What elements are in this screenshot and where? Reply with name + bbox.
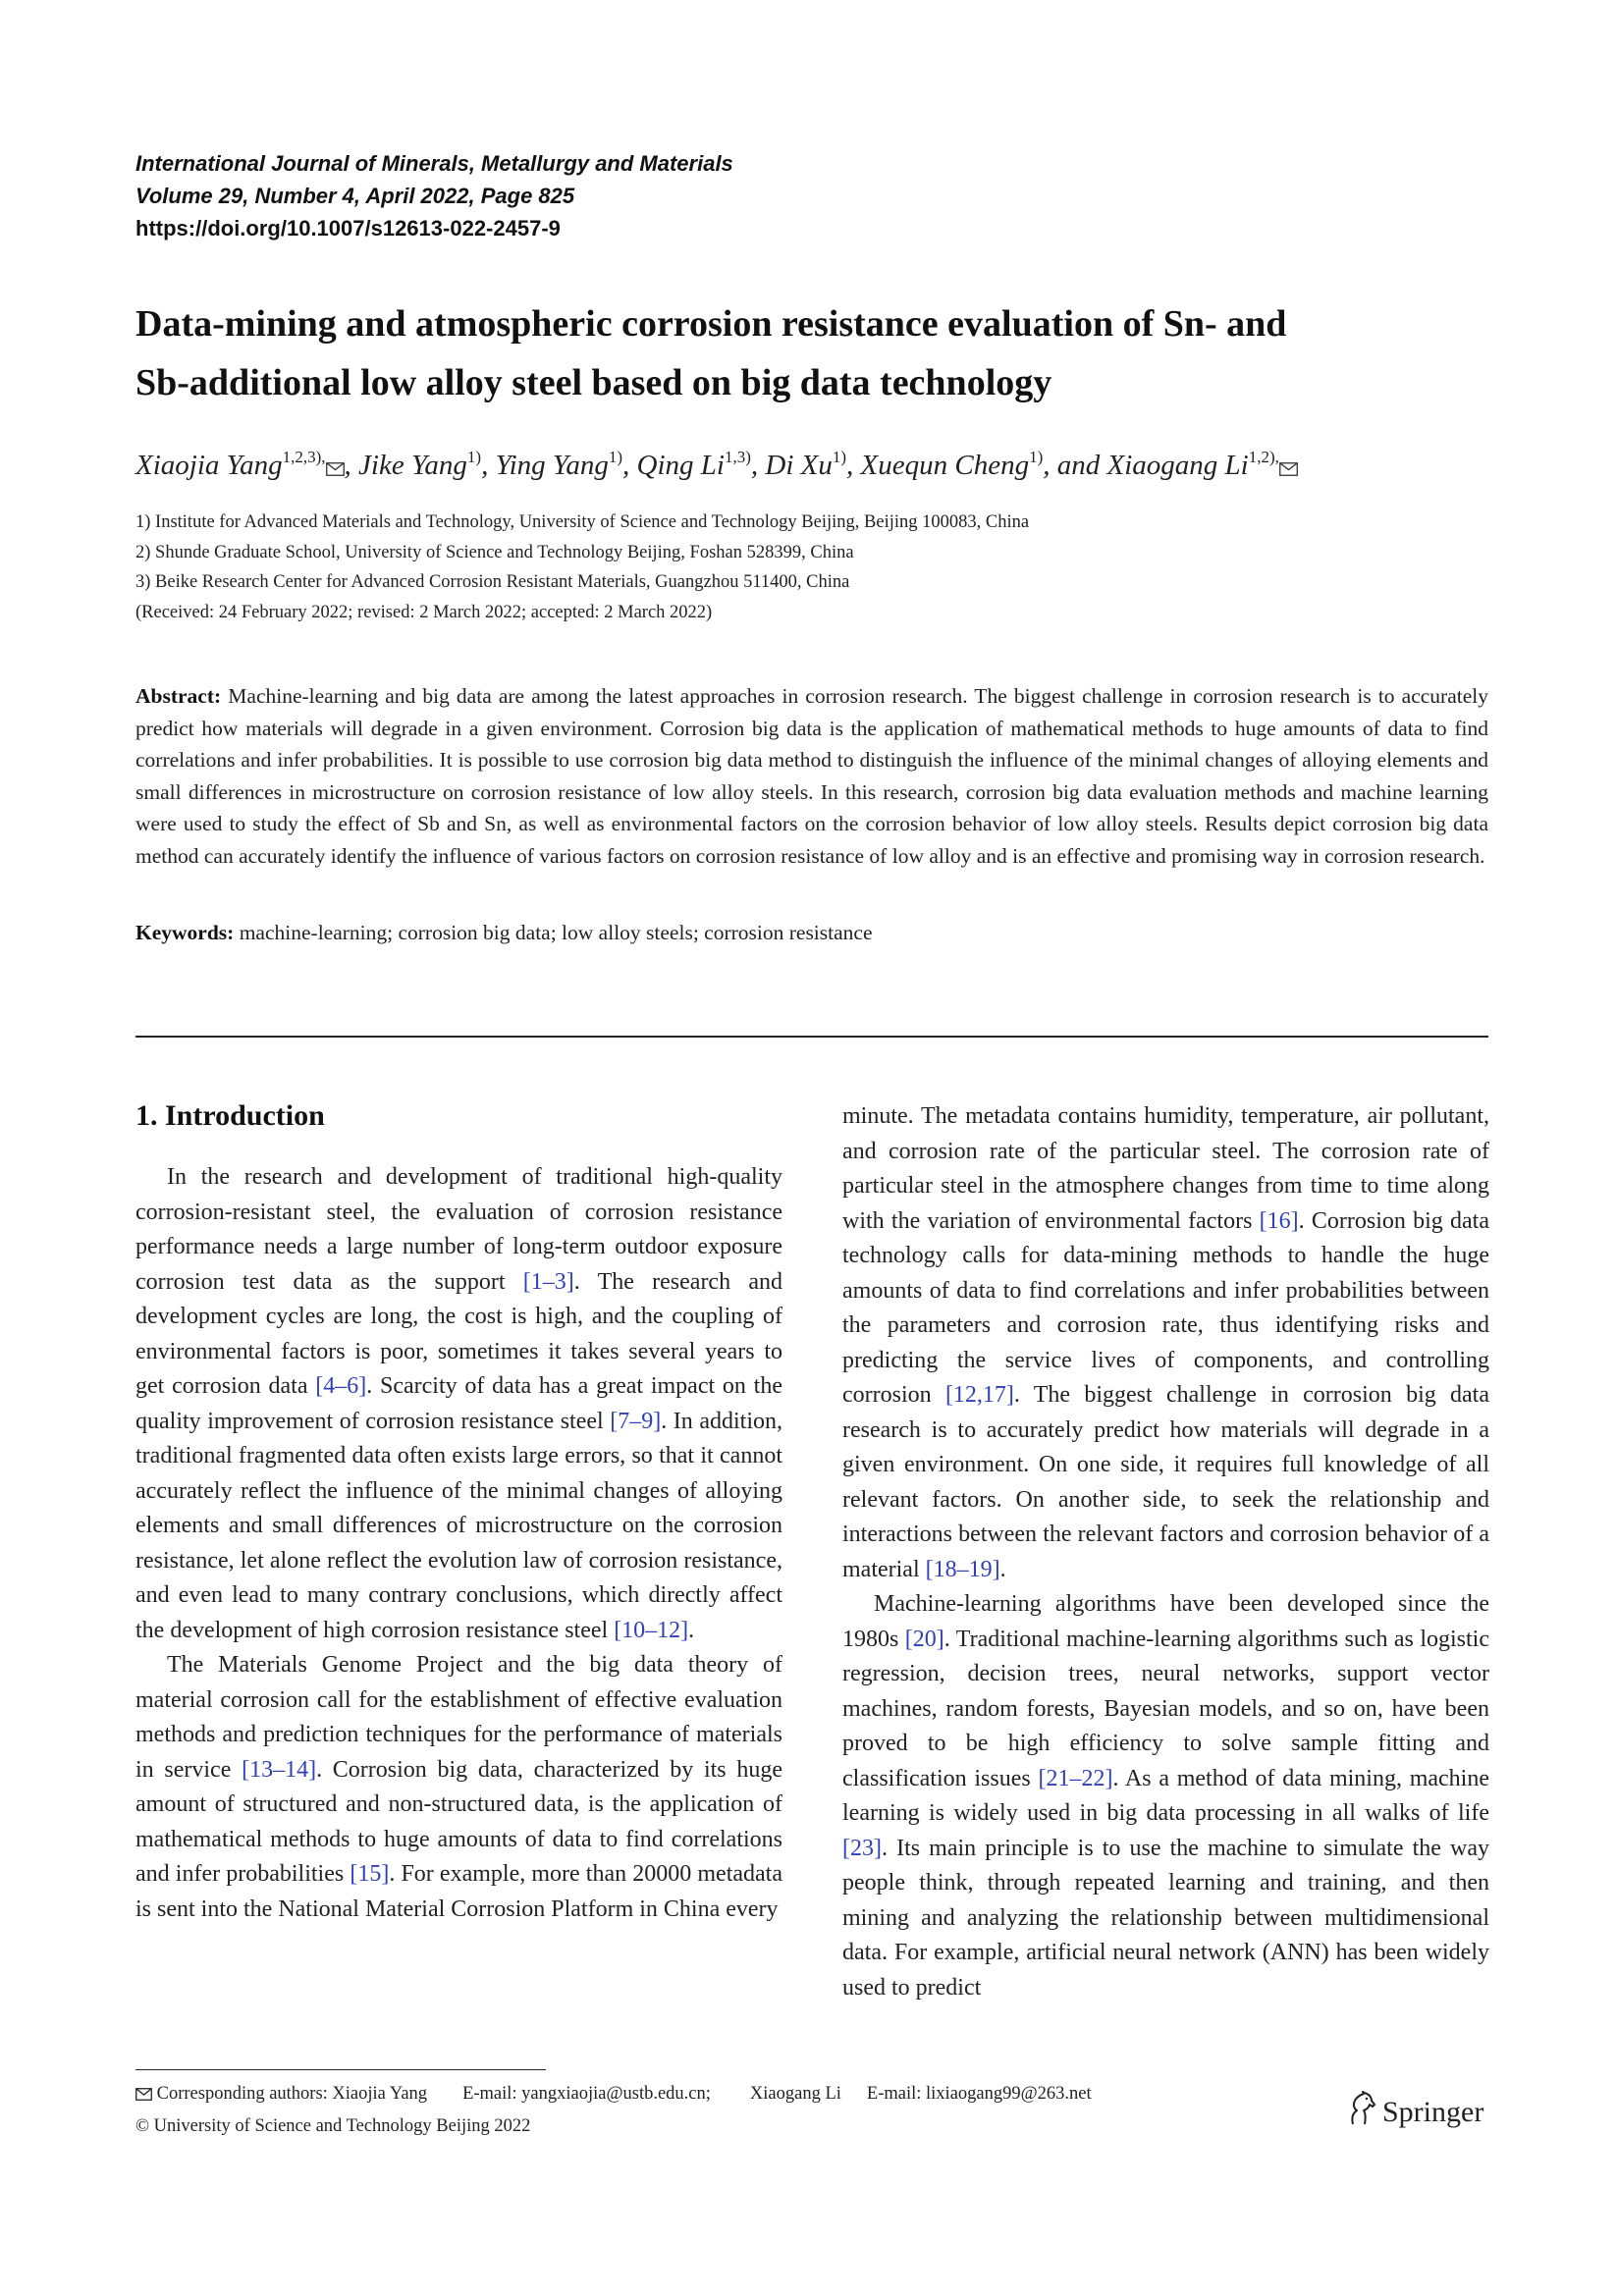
citation-link[interactable]: [13–14] <box>242 1756 317 1783</box>
doi-link[interactable]: https://doi.org/10.1007/s12613-022-2457-9 <box>135 216 561 240</box>
envelope-icon <box>326 452 345 484</box>
right-paragraphs <box>842 1099 1489 2005</box>
abstract-text: Machine-learning and big data are among the latest approaches in corrosion research. The biggest challenge in corrosion research is to accurately predict how materials will degrade in a given environment. Corrosion big data is the application of mathematical methods to huge amounts of data to find correlations and infer probabilities. It is possible to use corrosion big data method to distinguish the influence of the minimal changes of alloying elements and small differences in microstructure on corrosion resistance of low alloy steels. In this research, corrosion big data evaluation methods and machine learning were used to study the effect of Sb and Sn, as well as environmental factors on the corrosion behavior of low alloy steels. Results depict corrosion big data method can accurately identify the influence of various factors on corrosion resistance of low alloy and is an effective and promising way in corrosion research. <box>135 684 1488 868</box>
section-divider <box>135 1036 1488 1038</box>
citation-link[interactable]: [23] <box>842 1835 882 1861</box>
body-paragraph: The Materials Genome Project and the big data theory of material corrosion call for the establishment of effective evaluation methods and prediction techniques for the performance of materials in service [13–14]. Corrosion big data, characterized by its huge amount of structured and non-structured data, is the application of mathematical methods to huge amounts of data to find correlations and infer probabilities [15]. For example, more than 20000 metadata is sent into the National Material Corrosion Platform in China every <box>135 1652 782 1922</box>
title-line-2: Sb-additional low alloy steel based on big data technology <box>135 362 1052 403</box>
author-separator: , <box>344 450 359 481</box>
body-column-left <box>135 1097 782 1927</box>
keywords-text: machine-learning; corrosion big data; low alloy steels; corrosion resistance <box>239 921 873 944</box>
footnote <box>135 2079 1092 2142</box>
corresponding-email-1[interactable]: E-mail: yangxiaojia@ustb.edu.cn; <box>462 2084 711 2104</box>
journal-header <box>135 147 733 244</box>
author-name: Qing Li <box>636 450 725 481</box>
body-column-right <box>842 1099 1489 2005</box>
author-list <box>135 450 1510 484</box>
citation-link[interactable]: [7–9] <box>610 1408 662 1434</box>
citation-link[interactable]: [4–6] <box>315 1373 367 1399</box>
citation-link[interactable]: [15] <box>350 1861 390 1887</box>
left-paragraphs <box>135 1160 782 1927</box>
author-affiliation-mark: 1,2), <box>1248 448 1279 466</box>
author-name: Xuequn Cheng <box>860 450 1030 481</box>
author-affiliation-mark: 1) <box>608 448 623 466</box>
copyright: © University of Science and Technology Beijing 2022 <box>135 2116 531 2136</box>
author-name: Ying Yang <box>495 450 609 481</box>
body-paragraph: Machine-learning algorithms have been developed since the 1980s [20]. Traditional machine-learning algorithms such as logistic regression, decision trees, neural networks, support vector machines, random forests, Bayesian models, and so on, have been proved to be high efficiency to solve sample fitting and classification issues [21–22]. As a method of data mining, machine learning is widely used in big data processing in all walks of life [23]. Its main principle is to use the machine to simulate the way people think, through repeated learning and training, and then mining and analyzing the relationship between multidimensional data. For example, artificial neural network (ANN) has been widely used to predict <box>842 1591 1490 2001</box>
publisher-logo <box>1345 2091 1483 2134</box>
affiliation-3: 3) Beike Research Center for Advanced Corrosion Resistant Materials, Guangzhou 511400, China <box>135 572 850 592</box>
journal-volume: Volume 29, Number 4, April 2022, Page 825 <box>135 184 575 208</box>
affiliation-1: 1) Institute for Advanced Materials and Technology, University of Science and Technology Beijing, Beijing 100083, China <box>135 512 1030 532</box>
citation-link[interactable]: [18–19] <box>925 1556 1000 1582</box>
author-affiliation-mark: 1) <box>832 448 847 466</box>
body-paragraph: minute. The metadata contains humidity, temperature, air pollutant, and corrosion rate of the particular steel. The corrosion rate of particular steel in the atmosphere changes from time to time along with the variation of environmental factors [16]. Corrosion big data technology calls for data-mining methods to handle the huge amounts of data to find correlations and infer probabilities between the parameters and corrosion rate, thus identifying risks and predicting the service lives of components, and controlling corrosion [12,17]. The biggest challenge in corrosion big data research is to accurately predict how materials will degrade in a given environment. On one side, it requires full knowledge of all relevant factors. On another side, to seek the relationship and interactions between the relevant factors and corrosion behavior of a material [18–19]. <box>842 1103 1490 1582</box>
author-separator: , <box>750 450 766 481</box>
author-affiliation-mark: 1) <box>1029 448 1044 466</box>
affiliations <box>135 507 1510 627</box>
keywords-label: Keywords: <box>135 921 235 944</box>
affiliation-2: 2) Shunde Graduate School, University of Science and Technology Beijing, Foshan 528399, China <box>135 542 854 562</box>
envelope-icon <box>135 2081 152 2111</box>
corresponding-email-2[interactable]: E-mail: lixiaogang99@263.net <box>866 2084 1092 2104</box>
corresponding-author-2: Xiaogang Li <box>749 2084 841 2104</box>
citation-link[interactable]: [16] <box>1259 1207 1299 1234</box>
citation-link[interactable]: [20] <box>904 1626 944 1652</box>
body-paragraph: In the research and development of traditional high-quality corrosion-resistant steel, the evaluation of corrosion resistance performance needs a large number of long-term outdoor exposure corrosion test data as the support [1–3]. The research and development cycles are long, the cost is high, and the coupling of environmental factors is poor, sometimes it takes several years to get corrosion data [4–6]. Scarcity of data has a great impact on the quality improvement of corrosion resistance steel [7–9]. In addition, traditional fragmented data often exists large errors, so that it cannot accurately reflect the influence of the minimal changes of alloying elements and small differences of microstructure on the corrosion resistance, let alone reflect the evolution law of corrosion resistance, and even lead to many contrary conclusions, which directly affect the development of high corrosion resistance steel [10–12]. <box>135 1164 782 1643</box>
author-separator: , <box>846 450 861 481</box>
author-name: Di Xu <box>765 450 833 481</box>
received-dates: (Received: 24 February 2022; revised: 2 March 2022; accepted: 2 March 2022) <box>135 602 713 622</box>
publisher-name: Springer <box>1382 2096 1484 2128</box>
corresponding-label: Corresponding authors: Xiaojia Yang <box>156 2084 428 2104</box>
keywords <box>135 917 1488 948</box>
author-affiliation-mark: 1,2,3), <box>282 448 326 466</box>
envelope-icon <box>1279 452 1298 484</box>
author-affiliation-mark: 1) <box>466 448 482 466</box>
author-affiliation-mark: 1,3) <box>724 448 751 466</box>
citation-link[interactable]: [21–22] <box>1038 1765 1113 1791</box>
author-name: and Xiaogang Li <box>1056 450 1249 481</box>
author-separator: , <box>481 450 496 481</box>
author-separator: , <box>622 450 637 481</box>
footnote-divider <box>135 2069 546 2070</box>
author-name: Jike Yang <box>358 450 467 481</box>
citation-link[interactable]: [10–12] <box>614 1617 689 1643</box>
springer-horse-icon <box>1345 2091 1376 2134</box>
abstract <box>135 680 1488 872</box>
title-line-1: Data-mining and atmospheric corrosion resistance evaluation of Sn- and <box>135 303 1287 345</box>
author-separator: , <box>1043 450 1057 481</box>
journal-name: International Journal of Minerals, Metallurgy and Materials <box>135 151 733 176</box>
corresponding-authors-line <box>135 2079 1092 2111</box>
section-heading: 1. Introduction <box>135 1099 325 1132</box>
citation-link[interactable]: [1–3] <box>522 1268 574 1295</box>
citation-link[interactable]: [12,17] <box>944 1382 1014 1408</box>
paper-title <box>135 294 1490 412</box>
author-name: Xiaojia Yang <box>135 450 283 481</box>
abstract-label: Abstract: <box>135 684 222 708</box>
